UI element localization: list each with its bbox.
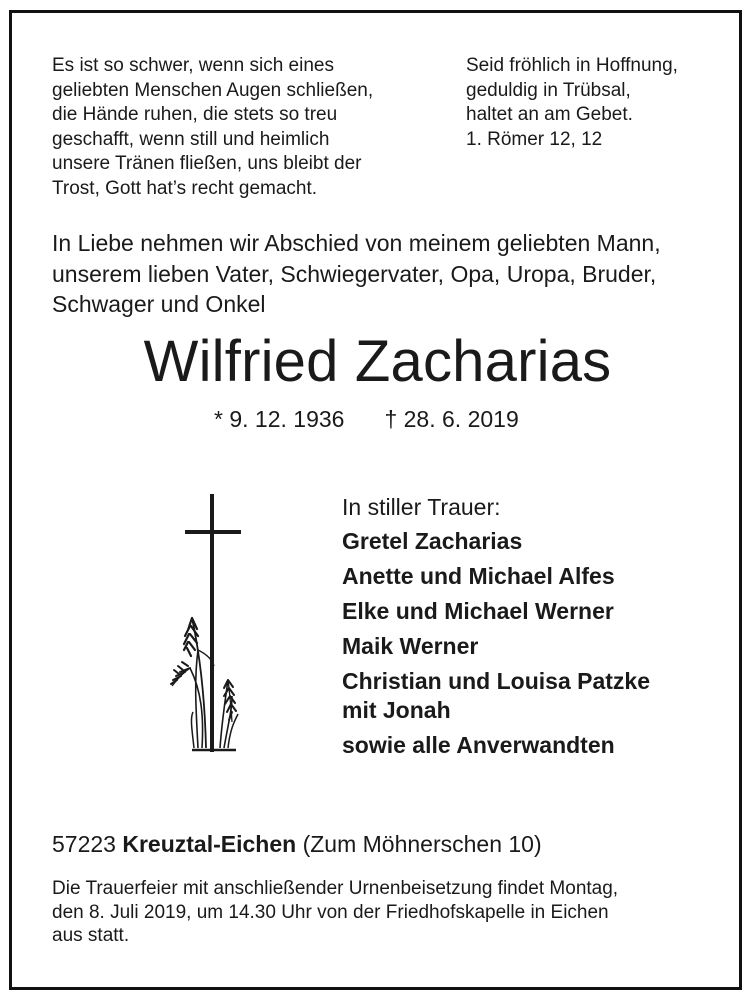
- verse-right-line: haltet an am Gebet.: [466, 104, 633, 126]
- mourner-name: sowie alle Anverwandten: [342, 732, 615, 758]
- postal-code: 57223: [52, 831, 116, 857]
- town-name: Kreuztal-Eichen: [122, 831, 297, 857]
- verse-left: [52, 54, 442, 202]
- mourner-name: Gretel Zacharias: [342, 528, 523, 554]
- death-date: † 28. 6. 2019: [384, 406, 519, 432]
- verse-left-line: geliebten Menschen Augen schließen,: [52, 79, 374, 101]
- verse-right-line: geduldig in Trübsal,: [466, 79, 631, 101]
- verse-right: [466, 54, 726, 152]
- funeral-service-info: [52, 877, 724, 948]
- mourner-name: Elke und Michael Werner: [342, 598, 614, 624]
- mourner-name: Anette und Michael Alfes: [342, 563, 615, 589]
- life-dates: [214, 404, 519, 434]
- intro-line: unserem lieben Vater, Schwiegervater, Opa, Uropa, Bruder,: [52, 260, 657, 287]
- farewell-intro: [52, 228, 732, 320]
- mourner-name: Maik Werner: [342, 633, 479, 659]
- birth-date: * 9. 12. 1936: [214, 406, 345, 432]
- service-line: Die Trauerfeier mit anschließender Urnenbeisetzung findet Montag,: [52, 878, 619, 899]
- verse-right-citation: 1. Römer 12, 12: [466, 128, 603, 150]
- mourners-heading: In stiller Trauer:: [342, 494, 501, 520]
- intro-line: Schwager und Onkel: [52, 291, 266, 317]
- verse-left-line: geschafft, wenn still und heimlich: [52, 128, 330, 150]
- verse-left-line: die Hände ruhen, die stets so treu: [52, 104, 338, 126]
- service-line: aus statt.: [52, 925, 130, 946]
- verse-right-line: Seid fröhlich in Hoffnung,: [466, 55, 678, 76]
- verse-left-line: unsere Tränen fließen, uns bleibt der: [52, 153, 362, 175]
- street-address: (Zum Möhnerschen 10): [302, 831, 542, 857]
- mourner-name: Christian und Louisa Patzke: [342, 668, 650, 694]
- mourner-name: mit Jonah: [342, 697, 451, 723]
- cross-with-wheat-icon: [168, 490, 258, 755]
- family-address: [52, 829, 542, 859]
- service-line: den 8. Juli 2019, um 14.30 Uhr von der Friedhofskapelle in Eichen: [52, 901, 609, 923]
- deceased-name: Wilfried Zacharias: [143, 329, 612, 394]
- mourners-list: [342, 492, 722, 766]
- verse-left-line: Es ist so schwer, wenn sich eines: [52, 55, 334, 76]
- verse-left-line: Trost, Gott hat’s recht gemacht.: [52, 177, 318, 199]
- intro-line: In Liebe nehmen wir Abschied von meinem geliebten Mann,: [52, 230, 661, 256]
